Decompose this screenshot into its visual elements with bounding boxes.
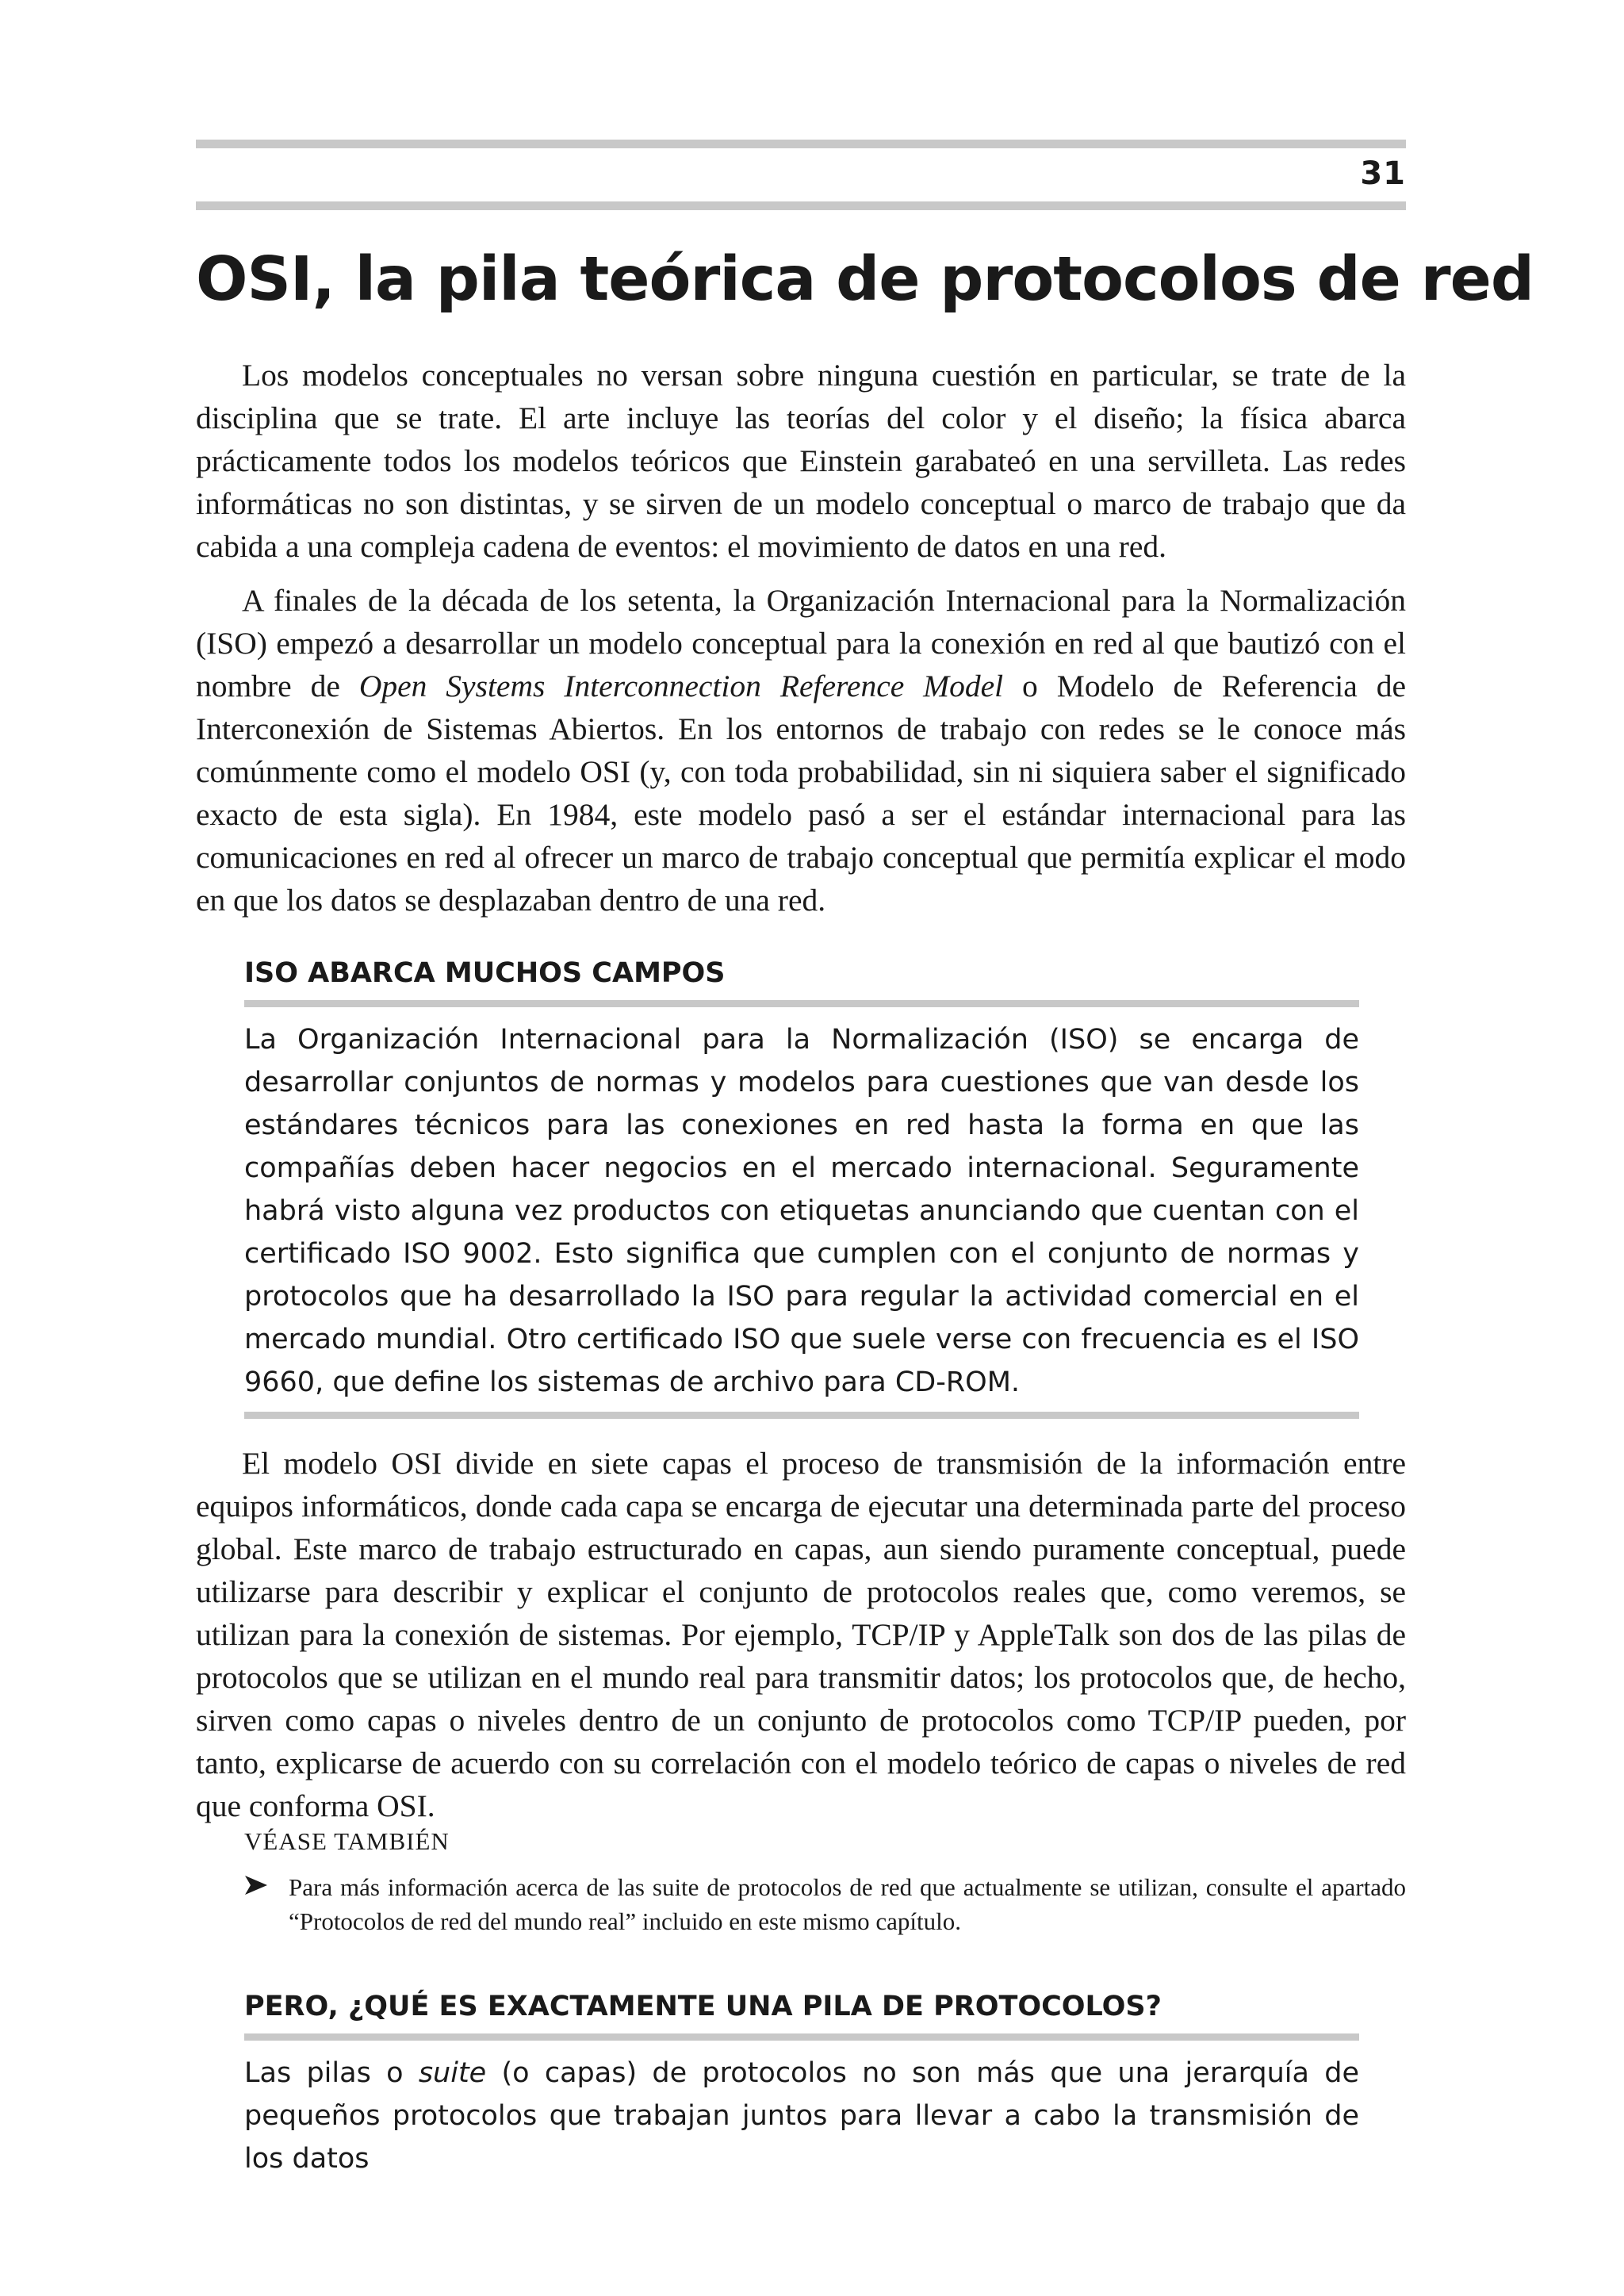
sidebar-iso-heading: ISO ABARCA MUCHOS CAMPOS [244,957,726,989]
sidebar-stack-italic: suite [418,2057,487,2089]
header-rule-bottom [196,201,1406,210]
paragraph-2 [196,579,1406,922]
intro-paragraphs [196,354,1406,933]
paragraph-2-text-b: o Modelo de Referencia de Interconexión de Sistemas Abiertos. En los entornos de trabajo con redes se le conoce más comúnmente como el modelo OSI (y, con toda probabilidad, sin ni siquiera saber el significado exacto de esta sigla). En 1984, este modelo pasó a ser el estándar internacional para las comunicaciones en red al ofrecer un marco de trabajo conceptual que permitía explicar el modo en que los datos se desplazaban dentro de una red. [196,669,1406,918]
page-number: 31 [1360,155,1406,192]
sidebar-iso [244,957,1359,1419]
sidebar-iso-text: La Organización Internacional para la Normalización (ISO) se encarga de desarrollar conjuntos de normas y modelos para cuestiones que van desde los estándares técnicos para las conexiones en red hasta la forma en que las compañías deben hacer negocios en el mercado internacional. Seguramente habrá visto alguna vez productos con etiquetas anunciando que cuentan con el certificado ISO 9002. Esto significa que cumplen con el conjunto de normas y protocolos que ha desarrollado la ISO para regular la actividad comercial en el mercado mundial. Otro certificado ISO que suele verse con frecuencia es el ISO 9660, que define los sistemas de archivo para CD-ROM. [244,1024,1359,1398]
see-also-item [244,1870,1406,1938]
sidebar-iso-rule-bottom [244,1412,1359,1419]
see-also-text: Para más información acerca de las suite de protocolos de red que actualmente se utilizan, consulte el apartado “Protocolos de red del mundo real” incluido en este mismo capítulo. [289,1873,1406,1935]
sidebar-stack-text-a: Las pilas o [244,2057,419,2089]
sidebar-iso-rule-top [244,1000,1359,1007]
paragraph-2-italic: Open Systems Interconnection Reference Model [358,669,1004,703]
section-title: OSI, la pila teórica de protocolos de red [196,244,1534,315]
header-rule-top [196,140,1406,148]
sidebar-stack-rule-top [244,2033,1359,2041]
sidebar-stack-heading: PERO, ¿QUÉ ES EXACTAMENTE UNA PILA DE PROTOCOLOS? [244,1991,1162,2022]
paragraph-2-text-a: A finales de la década de los setenta, la Organización Internacional para la Normalización (ISO) empezó a desarrollar un modelo conceptual para la conexión en red al que bautizó con el nombre de [196,583,1406,703]
sidebar-stack-text [244,2052,1359,2180]
osi-paragraph-block [196,1442,1406,1838]
paragraph-1: Los modelos conceptuales no versan sobre ninguna cuestión en particular, se trate de la disciplina que se trate. El arte incluye las teorías del color y el diseño; la física abarca prácticamente todos los modelos teóricos que Einstein garabateó en una servilleta. Las redes informáticas no son distintas, y se sirven de un modelo conceptual o marco de trabajo que da cabida a una compleja cadena de eventos: el movimiento de datos en una red. [196,358,1406,564]
see-also-label: VÉASE TAMBIÉN [244,1827,450,1855]
paragraph-3: El modelo OSI divide en siete capas el proceso de transmisión de la información entre equipos informáticos, donde cada capa se encarga de ejecutar una determinada parte del proceso global. Este marco de trabajo estructurado en capas, aun siendo puramente conceptual, puede utilizarse para describir y explicar el conjunto de protocolos reales que, como veremos, se utilizan para la conexión de sistemas. Por ejemplo, TCP/IP y AppleTalk son dos de las pilas de protocolos que se utilizan en el mundo real para transmitir datos; los protocolos que, de hecho, sirven como capas o niveles dentro de un conjunto de protocolos como TCP/IP pueden, por tanto, explicarse de acuerdo con su correlación con el modelo teórico de capas o niveles de red que conforma OSI. [196,1446,1406,1823]
sidebar-stack-text-b: (o capas) de protocolos no son más que una jerarquía de pequeños protocolos que trabajan juntos para llevar a cabo la transmisión de los datos [244,2057,1359,2175]
arrow-bullet-icon [244,1873,268,1897]
sidebar-protocol-stack [244,1991,1359,2188]
